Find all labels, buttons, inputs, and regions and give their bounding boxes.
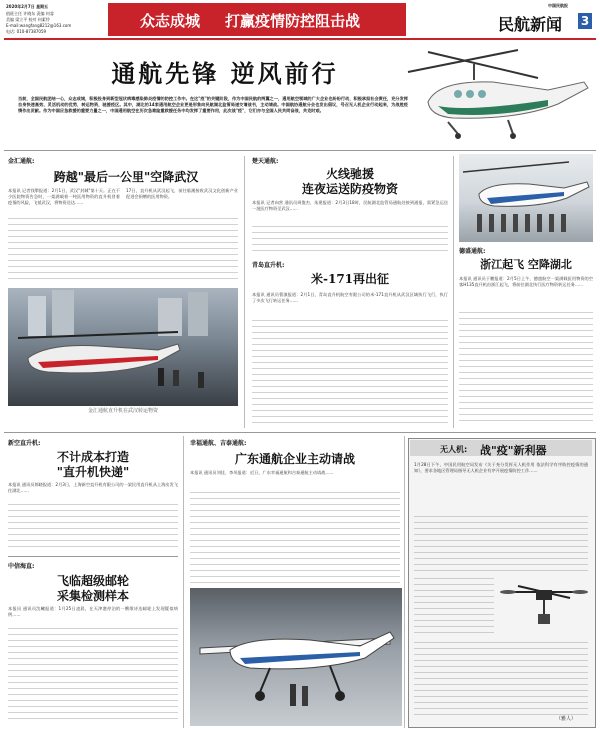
article6-label: 中信海直: [8, 563, 35, 570]
article8-text-lines-top [414, 516, 588, 574]
article2-title-line2: 连夜运送防疫物资 [301, 182, 398, 196]
drone-image [498, 578, 590, 636]
article1-text-lines [8, 218, 238, 280]
article8-text-lines-left [414, 578, 494, 638]
col-divider-4 [404, 436, 405, 728]
article8-label: 无人机: [440, 445, 468, 454]
article1-title: 跨越"最后一公里"空降武汉 [53, 170, 199, 184]
article2-label: 楚天通航: [252, 158, 279, 165]
contact-email: E-mail:wangfang8212@163.com [6, 23, 72, 28]
lead-summary: 当前，全国民航团结一心，众志成城，积极投身到新型冠状病毒感染肺炎疫情的防控工作中。在这"疫"的关键阶段，作为中国民航的两翼之一，通用航空领域的广大企业也纷纷行动，积极承担社会责任，充分发挥自身快速高效、灵活机动的优势，转运物资，驰援疫区。其中，湖北的14家通用航空企业更是形象向民航湖北监管局递交请战书，主动请战。中国航协通航分会也发出倡议，号召无人机企业行动起来，为战胜疫情作出贡献。作为中国应急救援的重要力量之一，中国通用航空在历次急难险重救援任务中均发挥了重要作用，此次战"疫"，它们亦与全国人民共同奋战，共克时艰。 [18, 96, 408, 113]
staff-line-1: 值班主任 许晓东 责编 何睿 [6, 11, 54, 16]
col-divider-1 [244, 156, 245, 428]
article4-body: 本报讯 通讯员于鹏报道：2月5日上午，德盛航空一架满载医用物资的空客H135直升机由浙江起飞，将前往湖北执行医疗物资转运任务…… [459, 276, 593, 287]
article2-body: 本报讯 记者向营 通讯员周俊杰、朱建报道：2月3日18时，民航湖北监管局通航处接到通报，需紧急运送一批医疗物资至武汉…… [252, 200, 448, 211]
article1-body: 本报讯 记者钱擎报道：2月1日，武汉"封城"第十天。正在不少医院物资告急时，一架满载着一吨医用物资的直升机冒着疫情的风险，飞抵武汉，将物资送达…… [8, 188, 120, 205]
article2-text-lines [252, 226, 448, 256]
article5-body: 本报讯 通讯员郎晓报道：2月3日，上海新空直升机有限公司的一架民用直升机从上海出发飞往湖北…… [8, 482, 178, 493]
lead-title: 通航先锋 逆风前行 [111, 59, 339, 88]
mid-divider [4, 432, 596, 433]
article5-title-line2: "直升机快递" [56, 465, 130, 479]
section-title: 民航新闻 [498, 15, 563, 34]
col-divider-2 [453, 156, 454, 428]
col-divider-3 [183, 436, 184, 728]
article6-text-lines [8, 628, 178, 724]
article1-body-col2: 17日，直升机从武汉起飞，前往临湘接收武汉文化创新产业促进会捐赠的医用物资。 [126, 188, 238, 199]
article7-body: 本报讯 通讯员刘佳、李凤报道：近日，广东幸福通航和吉泰通航主动请战…… [190, 470, 334, 475]
issue-date: 2020年2月7日 星期五 [6, 4, 49, 9]
article5-divider [8, 556, 178, 557]
header-rule [4, 38, 596, 40]
article6-title-line2: 采集检测样本 [56, 589, 129, 603]
article8-body: 1月28日下午，中国民用航空局发布《关于充分发挥无人机作用 依法科学有序防控疫情的通知》，要求各地区管理局指导无人机企业有序开展疫情防控工作…… [414, 462, 588, 473]
article4-label: 德盛通航: [459, 248, 486, 255]
article5-text-lines [8, 504, 178, 552]
article8-title: 战"疫"新利器 [480, 444, 547, 457]
article5-title-line1: 不计成本打造 [56, 450, 129, 464]
article4-title: 浙江起飞 空降湖北 [480, 258, 572, 271]
article8-author: （雅人） [556, 716, 577, 722]
article6-body: 本报讯 通讯员沈曦报道：1月25日凌晨，在天津港停泊的一艘歌诗达邮轮上发现疑似病例…… [8, 606, 178, 617]
lead-divider [4, 150, 596, 151]
article1-label: 金汇通航: [8, 158, 35, 165]
banner-right-text: 打赢疫情防控阻击战 [225, 12, 361, 30]
article7-text-lines [190, 492, 400, 584]
article8-text-lines-bottom [414, 642, 588, 716]
paper-name: 中国民航报 [548, 3, 568, 8]
article2-title-line1: 火线驰援 [325, 167, 374, 181]
page-number: 3 [578, 13, 592, 29]
banner-left-text: 众志成城 [140, 12, 201, 30]
article3-body: 本报讯 通讯员曹滇报道：2月1日，青岛直升机航空有限公司的米-171直升机从武汉区域执行飞行，执行了多次飞行转运任务…… [252, 292, 448, 303]
article1-photo [8, 288, 238, 406]
contact-phone: 电话: 010-87387059 [6, 29, 47, 34]
article7-label: 幸福通航、吉泰通航: [190, 440, 247, 447]
article3-label: 青岛直升机: [252, 262, 285, 269]
article4-photo [459, 154, 593, 242]
article1-caption: 金汇通航直升机在武汉转运物资 [87, 408, 158, 414]
article3-text-lines [252, 320, 448, 424]
article6-title-line1: 飞临超级邮轮 [56, 574, 129, 588]
article7-photo [190, 588, 402, 726]
staff-line-2: 美编 梁立平 校对 何素伶 [6, 17, 50, 22]
article4-text-lines [459, 312, 593, 424]
article5-label: 新空直升机: [8, 440, 41, 447]
lead-helicopter-image [398, 42, 594, 146]
article7-title: 广东通航企业主动请战 [234, 452, 355, 466]
article3-title: 米-171再出征 [310, 272, 390, 286]
